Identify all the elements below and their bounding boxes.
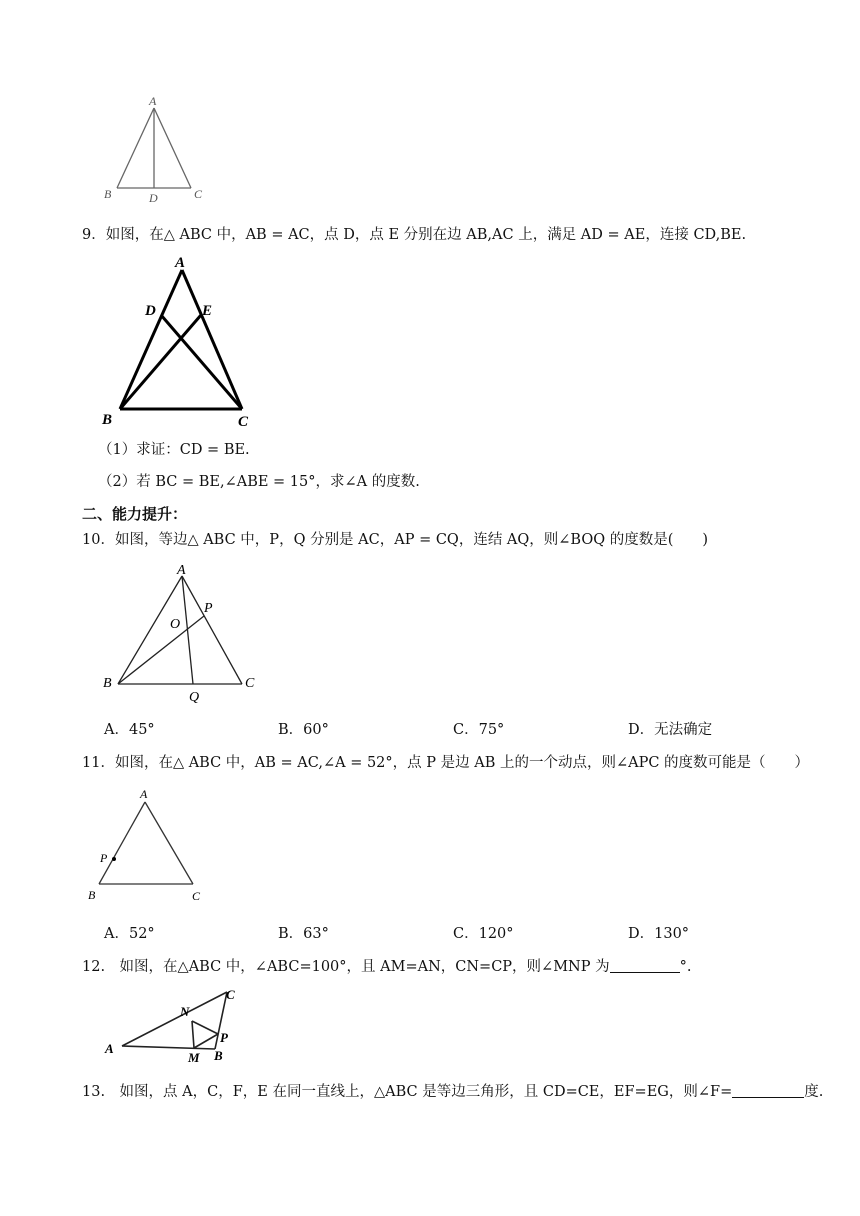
question-12-tail: °. <box>679 959 692 975</box>
q10-option-a[interactable]: A．45° <box>104 722 155 738</box>
label-A: A <box>140 787 148 801</box>
q10-option-c[interactable]: C．75° <box>453 722 505 738</box>
label-O: O <box>170 617 181 632</box>
label-P: P <box>100 851 108 865</box>
q10-option-d[interactable]: D．无法确定 <box>628 722 713 738</box>
label-E: E <box>202 303 213 319</box>
label-P: P <box>204 601 213 616</box>
figure-q10-triangle <box>100 560 270 705</box>
label-B: B <box>102 412 113 428</box>
question-13-text <box>82 1082 823 1102</box>
label-D: D <box>149 191 158 204</box>
label-Q: Q <box>189 690 200 705</box>
label-A: A <box>105 1041 114 1056</box>
label-B: B <box>88 888 96 902</box>
label-C: C <box>226 987 235 1002</box>
label-B: B <box>104 187 112 201</box>
question-13-tail: 度. <box>804 1084 824 1100</box>
label-C: C <box>238 414 249 430</box>
label-C: C <box>192 889 201 903</box>
question-10-text: 10．如图，等边△ ABC 中，P，Q 分别是 AC，AP = CQ，连结 AQ，则∠BOQ 的度数是( ) <box>82 532 709 548</box>
answer-blank[interactable] <box>732 1083 804 1098</box>
question-12-text <box>82 957 691 977</box>
answer-blank[interactable] <box>610 958 680 973</box>
label-A: A <box>175 255 186 271</box>
point-p <box>112 857 116 861</box>
label-N: N <box>180 1004 190 1019</box>
figure-q9-triangle <box>100 252 270 432</box>
figure-q12-triangle <box>100 982 250 1064</box>
section-heading: 二、能力提升： <box>82 505 188 523</box>
label-C: C <box>194 187 203 201</box>
question-11-text: 11．如图，在△ ABC 中，AB = AC,∠A = 52°，点 P 是边 AB 上的一个动点，则∠APC 的度数可能是（ ） <box>82 755 810 771</box>
question-12-stem: 12. 如图，在△ABC 中，∠ABC=100°，且 AM=AN，CN=CP，则∠MNP 为 <box>82 959 610 975</box>
q10-option-b[interactable]: B．60° <box>278 722 329 738</box>
figure-q8-triangle <box>100 92 220 204</box>
q11-option-b[interactable]: B．63° <box>278 926 329 942</box>
label-A: A <box>149 94 157 108</box>
q11-option-d[interactable]: D．130° <box>628 926 690 942</box>
label-B: B <box>103 676 112 691</box>
q11-option-c[interactable]: C．120° <box>453 926 514 942</box>
question-9-part-2: （2）若 BC = BE,∠ABE = 15°，求∠A 的度数. <box>98 474 420 490</box>
q11-option-a[interactable]: A．52° <box>104 926 155 942</box>
label-D: D <box>145 303 156 319</box>
question-9-text: 9．如图，在△ ABC 中，AB = AC，点 D，点 E 分别在边 AB,AC 上，满足 AD = AE，连接 CD,BE. <box>82 227 747 243</box>
question-13-stem: 13. 如图，点 A，C，F，E 在同一直线上，△ABC 是等边三角形，且 CD=CE，EF=EG，则∠F= <box>82 1084 733 1100</box>
label-M: M <box>188 1050 200 1064</box>
label-B: B <box>214 1048 223 1063</box>
label-P: P <box>220 1030 228 1045</box>
label-C: C <box>245 676 255 691</box>
label-A: A <box>177 563 186 578</box>
figure-q11-triangle <box>84 782 224 906</box>
question-9-part-1: （1）求证：CD = BE. <box>98 442 250 458</box>
